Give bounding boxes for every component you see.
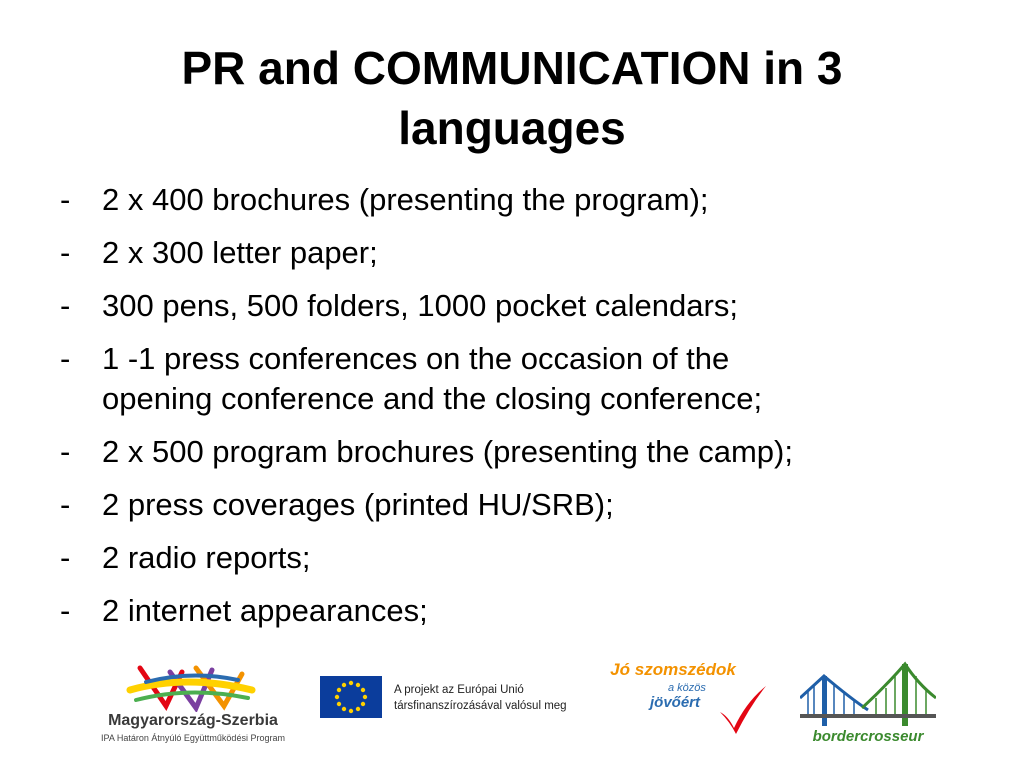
bullet-text: 2 x 400 brochures (presenting the program); (102, 182, 709, 217)
bullet-marker: - (60, 434, 71, 469)
bullet-item (60, 485, 960, 525)
eu-text-line2: társfinanszírozásával valósul meg (394, 700, 567, 712)
slide-title-line2: languages (398, 102, 626, 154)
red-checkmark-icon (716, 682, 768, 736)
jo-szomszedok-subtitle-2: jövőért (650, 694, 701, 711)
bullet-item (60, 538, 960, 578)
slide-title (0, 38, 1024, 158)
eu-text-line1: A projekt az Európai Unió (394, 684, 524, 696)
partner-logo-strip (88, 654, 936, 754)
bullet-text: 2 internet appearances; (102, 593, 428, 628)
bullet-marker: - (60, 288, 71, 323)
bordercrosseur-name: bordercrosseur (812, 728, 924, 745)
bullet-item (60, 180, 960, 220)
bullet-marker: - (60, 182, 71, 217)
eu-flag-icon (320, 676, 382, 718)
jo-szomszedok-logo (598, 660, 768, 750)
bullet-text: 1 -1 press conferences on the occasion of the (102, 341, 730, 376)
bullet-text-continued: opening conference and the closing conference; (102, 381, 763, 416)
bordercrosseur-logo (800, 658, 936, 750)
bullet-text: 2 x 300 letter paper; (102, 235, 378, 270)
bullet-marker: - (60, 487, 71, 522)
hu-srb-program-logo (88, 654, 298, 754)
bullet-marker: - (60, 540, 71, 575)
bullet-item (60, 233, 960, 273)
bullet-text: 2 x 500 program brochures (presenting the camp); (102, 434, 793, 469)
bullet-list (60, 180, 960, 644)
bullet-text: 2 press coverages (printed HU/SRB); (102, 487, 614, 522)
bridge-icon (800, 658, 936, 732)
eu-cofinancing-logo (320, 676, 600, 722)
slide-title-line1: PR and COMMUNICATION in 3 (181, 42, 843, 94)
bullet-item (60, 286, 960, 326)
bullet-item (60, 339, 960, 419)
bullet-item (60, 591, 960, 631)
bullet-marker: - (60, 235, 71, 270)
hu-srb-program-name: Magyarország-Szerbia (108, 712, 278, 729)
bullet-text: 300 pens, 500 folders, 1000 pocket calendars; (102, 288, 738, 323)
hu-srb-emblem-icon (126, 656, 256, 712)
bullet-marker: - (60, 341, 71, 376)
eu-cofinancing-text (394, 682, 600, 714)
hu-srb-program-subtitle: IPA Határon Átnyúló Együttműködési Program (101, 733, 285, 743)
jo-szomszedok-subtitle-1: a közös (668, 682, 706, 694)
bullet-text: 2 radio reports; (102, 540, 311, 575)
bullet-marker: - (60, 593, 71, 628)
jo-szomszedok-title: Jó szomszédok (610, 660, 736, 679)
bullet-item (60, 432, 960, 472)
